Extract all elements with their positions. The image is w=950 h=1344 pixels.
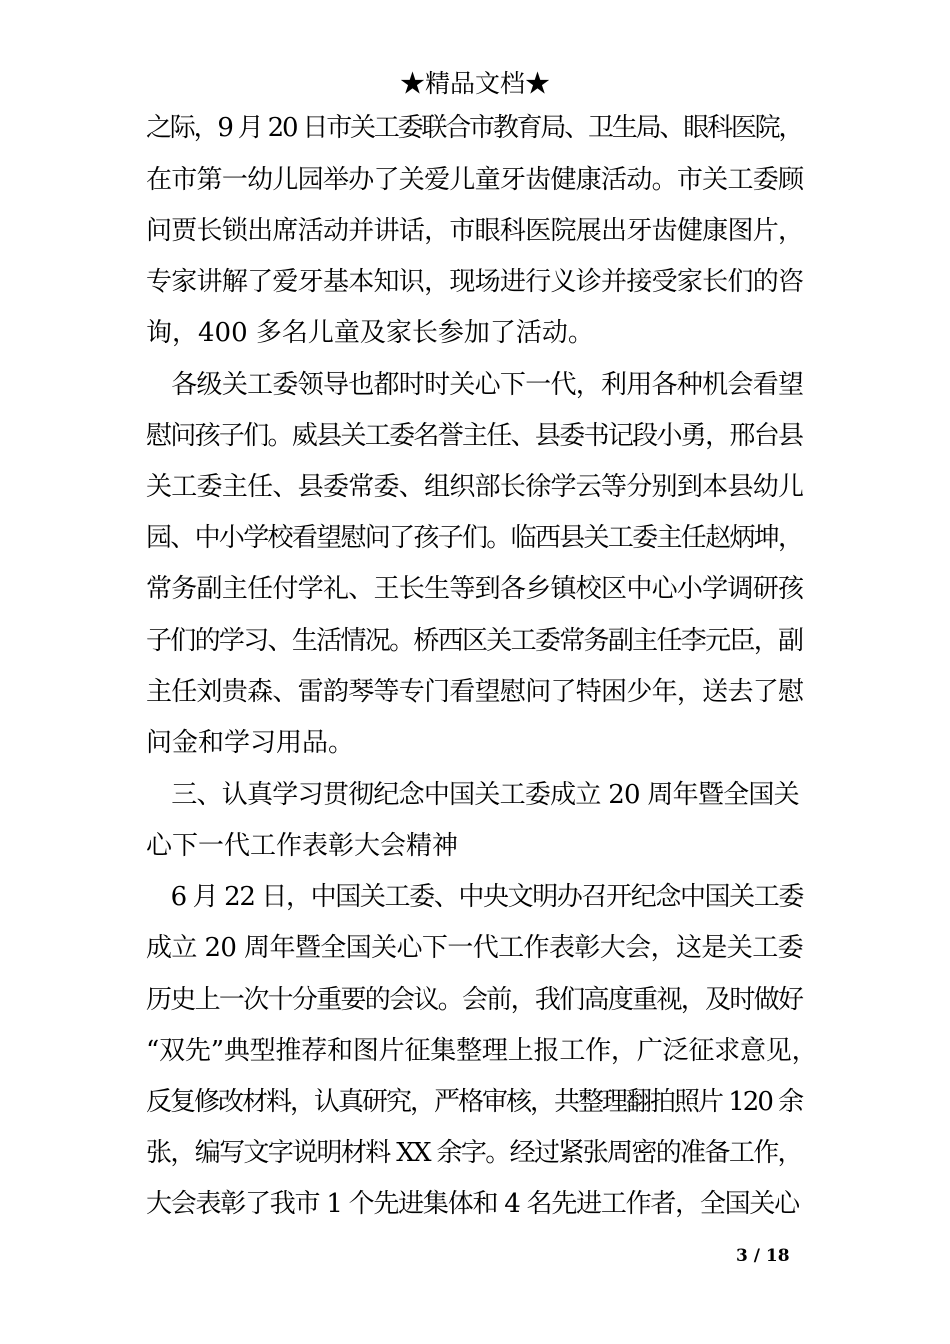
text-line: 园、中小学校看望慰问了孩子们。临西县关工委主任赵炳坤， [146,523,803,553]
text-line: 成立 20 周年暨全国关心下一代工作表彰大会，这是关工委 [146,933,804,963]
text-line: 问金和学习用品。 [146,728,355,758]
text-line: 询，400 多名儿童及家长参加了活动。 [146,318,594,348]
text-line: 在市第一幼儿园举办了关爱儿童牙齿健康活动。市关工委顾 [146,165,804,195]
text-line: 历史上一次十分重要的会议。会前，我们高度重视，及时做好 [146,985,803,1015]
text-line: 关工委主任、县委常委、组织部长徐学云等分别到本县幼儿 [146,472,804,502]
text-line: 慰问孩子们。威县关工委名誉主任、县委书记段小勇，邢台县 [146,421,803,451]
text-line: 各级关工委领导也都时时关心下一代，利用各种机会看望 [146,370,804,400]
text-line: 子们的学习、生活情况。桥西区关工委常务副主任李元臣，副 [146,626,803,656]
text-line: 大会表彰了我市 1 个先进集体和 4 名先进工作者，全国关心 [146,1189,799,1219]
text-line: 6 月 22 日，中国关工委、中央文明办召开纪念中国关工委 [146,882,804,912]
text-line: 张，编写文字说明材料 XX 余字。经过紧张周密的准备工作， [146,1138,802,1168]
page-number: 3 / 18 [736,1246,790,1266]
text-line: “双先”典型推荐和图片征集整理上报工作，广泛征求意见， [146,1036,818,1066]
text-line: 三、认真学习贯彻纪念中国关工委成立 20 周年暨全国关 [146,780,799,810]
text-line: 常务副主任付学礼、王长生等到各乡镇校区中心小学调研孩 [146,574,804,604]
text-line: 之际，9 月 20 日市关工委联合市教育局、卫生局、眼科医院， [146,113,803,143]
text-line: 反复修改材料，认真研究，严格审核，共整理翻拍照片 120 余 [146,1087,803,1117]
text-line: 主任刘贵森、雷韵琴等专门看望慰问了特困少年，送去了慰 [146,677,804,707]
text-line: 专家讲解了爱牙基本知识，现场进行义诊并接受家长们的咨 [146,267,804,297]
text-line: 心下一代工作表彰大会精神 [146,831,459,861]
page-header-title: ★精品文档★ [399,69,550,98]
text-line: 问贾长锁出席活动并讲话，市眼科医院展出牙齿健康图片， [146,216,804,246]
